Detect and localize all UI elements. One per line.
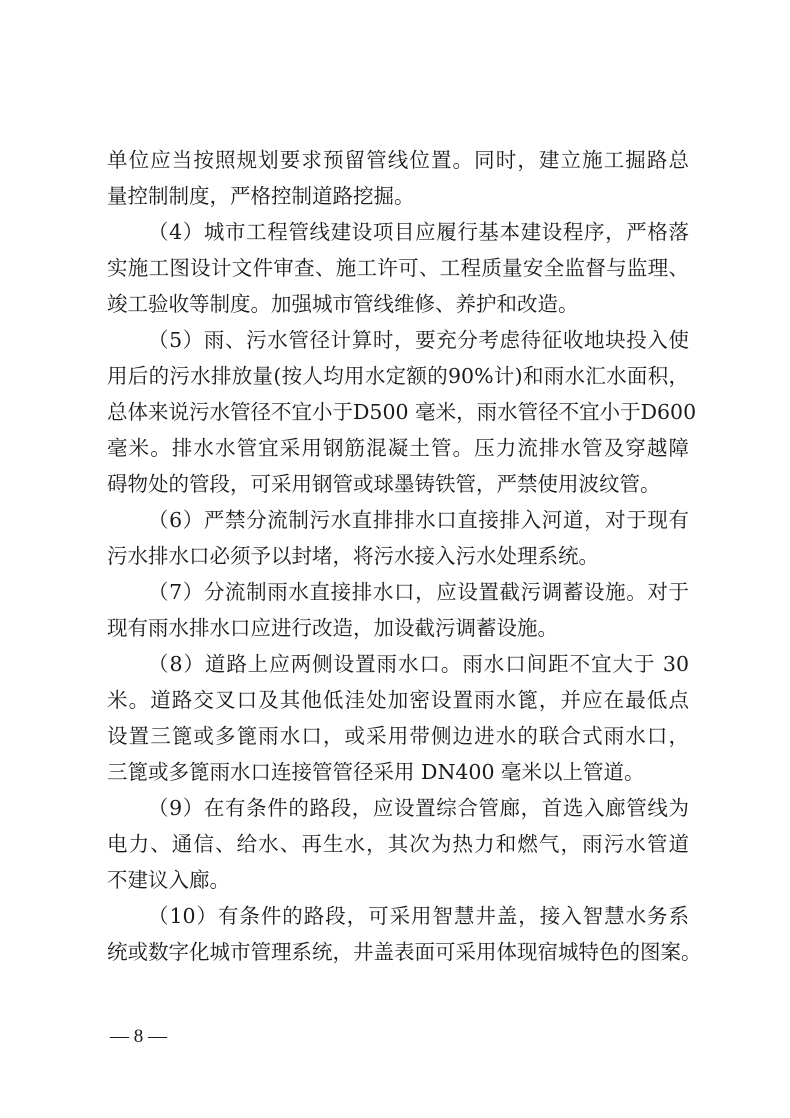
text-line: 污水排水口必须予以封堵，将污水接入污水处理系统。 bbox=[107, 544, 599, 568]
text-line: 毫米。排水水管宜采用钢筋混凝土管。压力流排水管及穿越障 bbox=[107, 436, 689, 460]
text-line: 设置三篦或多篦雨水口，或采用带侧边进水的联合式雨水口， bbox=[107, 724, 689, 748]
text-line: （7）分流制雨水直接排水口，应设置截污调蓄设施。对于 bbox=[148, 580, 689, 604]
text-line: 实施工图设计文件审查、施工许可、工程质量安全监督与监理、 bbox=[107, 256, 689, 280]
page-number: — 8 — bbox=[110, 1026, 167, 1047]
text-line: 碍物处的管段，可采用钢管或球墨铸铁管，严禁使用波纹管。 bbox=[107, 472, 661, 496]
text-line: 三篦或多篦雨水口连接管管径采用 DN400 毫米以上管道。 bbox=[107, 760, 645, 784]
paragraph bbox=[107, 142, 689, 214]
text-line: 单位应当按照规划要求预留管线位置。同时，建立施工掘路总 bbox=[107, 148, 689, 172]
text-line: 竣工验收等制度。加强城市管线维修、养护和改造。 bbox=[107, 292, 579, 316]
text-line: （6）严禁分流制污水直排排水口直接排入河道，对于现有 bbox=[148, 508, 689, 532]
text-line: （5）雨、污水管径计算时，要充分考虑待征收地块投入使 bbox=[148, 328, 689, 352]
text-line: （9）在有条件的路段，应设置综合管廊，首选入廊管线为 bbox=[148, 796, 689, 820]
text-line: 米。道路交叉口及其他低洼处加密设置雨水篦，并应在最低点 bbox=[107, 688, 689, 712]
text-line: （8）道路上应两侧设置雨水口。雨水口间距不宜大于 30 bbox=[148, 652, 689, 676]
paragraph bbox=[107, 646, 689, 790]
text-line: 用后的污水排放量(按人均用水定额的90%计)和雨水汇水面积， bbox=[107, 364, 689, 388]
text-line: 统或数字化城市管理系统，井盖表面可采用体现宿城特色的图案。 bbox=[107, 940, 702, 964]
body-text bbox=[107, 142, 702, 970]
paragraph bbox=[107, 898, 702, 970]
text-line: （4）城市工程管线建设项目应履行基本建设程序，严格落 bbox=[148, 220, 689, 244]
paragraph bbox=[107, 214, 689, 322]
paragraph bbox=[107, 502, 689, 574]
paragraph bbox=[107, 574, 689, 646]
text-line: 量控制制度，严格控制道路挖掘。 bbox=[107, 184, 415, 208]
text-line: 电力、通信、给水、再生水，其次为热力和燃气，雨污水管道 bbox=[107, 832, 689, 856]
text-line: 总体来说污水管径不宜小于D500 毫米，雨水管径不宜小于D600 bbox=[107, 400, 697, 424]
paragraph bbox=[107, 322, 697, 502]
text-line: 现有雨水排水口应进行改造，加设截污调蓄设施。 bbox=[107, 616, 558, 640]
text-line: 不建议入廊。 bbox=[107, 868, 230, 892]
text-line: （10）有条件的路段，可采用智慧井盖，接入智慧水务系 bbox=[148, 904, 689, 928]
paragraph bbox=[107, 790, 689, 898]
